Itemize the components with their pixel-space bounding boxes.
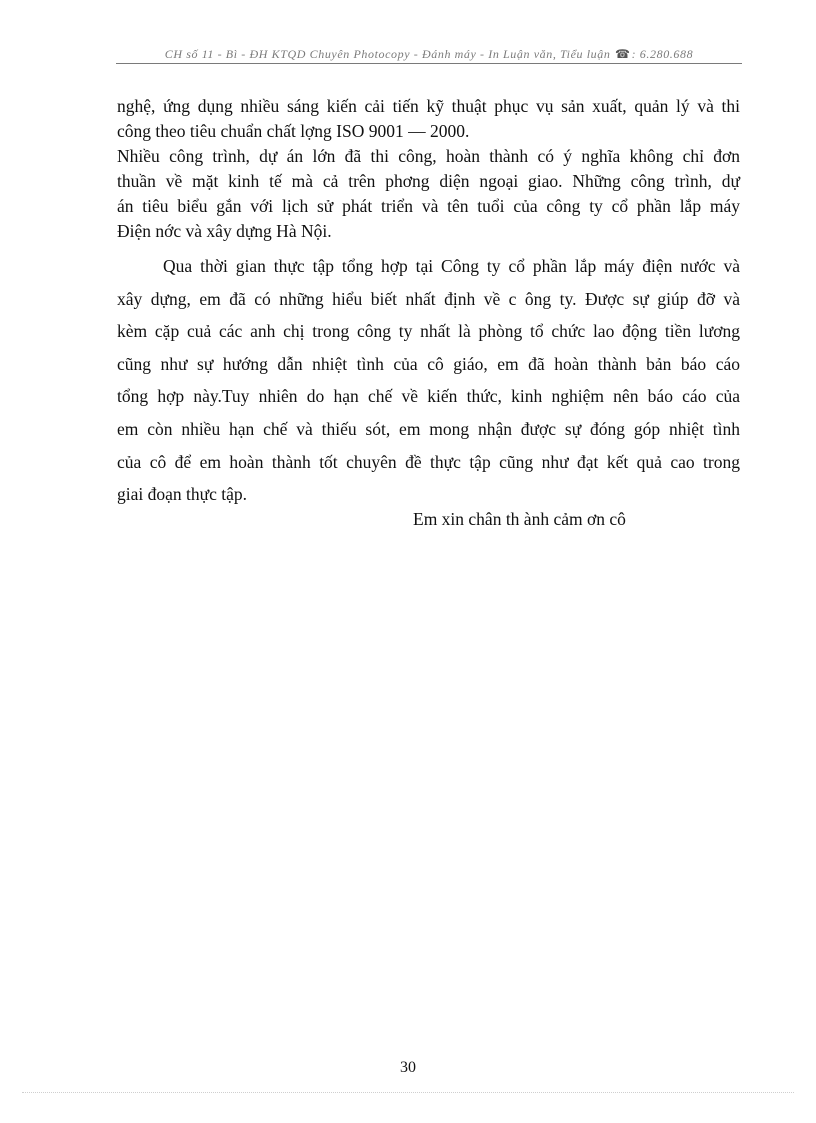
footer-divider xyxy=(22,1092,794,1093)
text-line: cũng như sự hướng dẫn nhiệt tình của cô giáo, em đã hoàn thành bản báo cáo xyxy=(117,353,740,374)
header-divider xyxy=(116,63,742,64)
paragraph-1 xyxy=(117,94,740,144)
text-line: xây dựng, em đã có những hiểu biết nhất định về c ông ty. Được sự giúp đỡ và xyxy=(117,288,740,309)
closing-signoff: Em xin chân th ành cảm ơn cô xyxy=(413,509,626,529)
text-line: nghệ, ứng dụng nhiều sáng kiến cải tiến kỹ thuật phục vụ sản xuất, quản lý và thi xyxy=(117,96,740,116)
text-line: Điện nớc và xây dựng Hà Nội. xyxy=(117,221,332,241)
body-text xyxy=(117,94,740,511)
header-text: CH số 11 - Bì - ĐH KTQD Chuyên Photocopy - Đánh máy - In Luận văn, Tiểu luận xyxy=(164,47,611,61)
phone-icon: ☎ xyxy=(615,47,631,61)
text-line: của cô để em hoàn thành tốt chuyên đề thực tập cũng như đạt kết quả cao trong xyxy=(117,451,740,472)
text-line: án tiêu biểu gắn với lịch sử phát triển và tên tuổi của công ty cổ phần lắp máy xyxy=(117,196,740,216)
text-line: tổng hợp này.Tuy nhiên do hạn chế về kiến thức, kinh nghiệm nên báo cáo của xyxy=(117,386,740,407)
header-phone-number: : 6.280.688 xyxy=(631,47,694,61)
page-header xyxy=(118,47,740,62)
text-line: em còn nhiều hạn chế và thiếu sót, em mong nhận được sự đóng góp nhiệt tình xyxy=(117,418,740,439)
paragraph-2 xyxy=(117,144,740,244)
text-line: Nhiều công trình, dự án lớn đã thi công, hoàn thành có ý nghĩa không chỉ đơn xyxy=(117,146,740,166)
text-line: công theo tiêu chuẩn chất lợng ISO 9001 — 2000. xyxy=(117,121,470,141)
text-line: thuần về mặt kinh tế mà cả trên phơng diện ngoại giao. Những công trình, dự xyxy=(117,171,740,191)
text-line: kèm cặp cuả các anh chị trong công ty nhất là phòng tổ chức lao động tiền lương xyxy=(117,321,740,342)
text-line: Qua thời gian thực tập tổng hợp tại Công ty cổ phần lắp máy điện nước và xyxy=(163,256,740,276)
page-number: 30 xyxy=(400,1059,416,1076)
text-line: giai đoạn thực tập. xyxy=(117,484,248,505)
paragraph-3 xyxy=(117,250,740,511)
